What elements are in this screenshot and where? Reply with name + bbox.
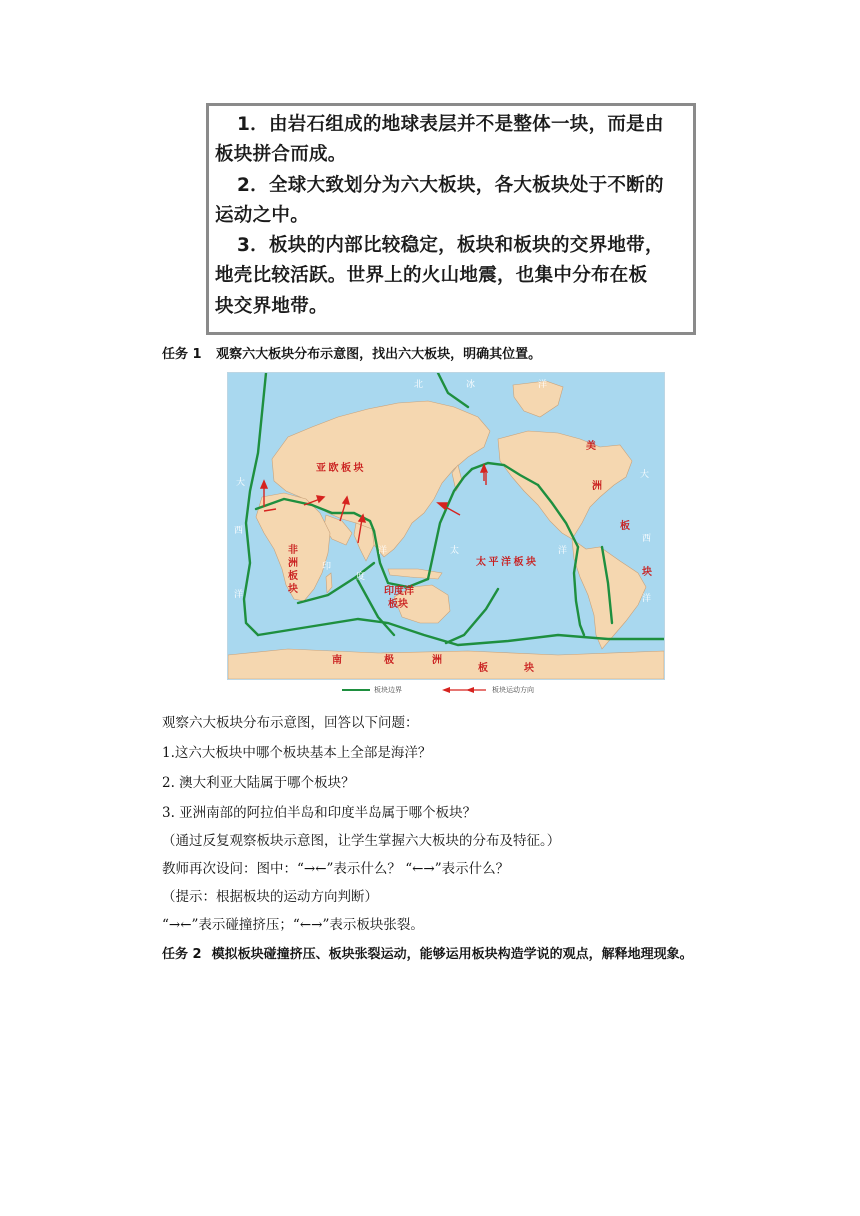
label-african-plate-1: 非 xyxy=(288,545,298,556)
label-african-plate-4: 块 xyxy=(288,584,298,595)
question-3: 3. 亚洲南部的阿拉伯半岛和印度半岛属于哪个板块？ xyxy=(162,805,477,821)
plate-map xyxy=(227,372,665,680)
land-masses xyxy=(228,381,664,679)
boundary-north-top xyxy=(438,373,468,407)
label-arctic-3: 洋 xyxy=(538,379,548,389)
land-madagascar xyxy=(326,573,332,593)
summary-p2-line2: 运动之中。 xyxy=(215,204,310,226)
label-indian-ocean-1: 印 xyxy=(322,561,332,571)
summary-box xyxy=(206,103,696,335)
label-african-plate-3: 板 xyxy=(288,571,298,582)
label-atlantic-right-2: 西 xyxy=(642,533,652,543)
label-pacific-right: 洋 xyxy=(558,545,568,555)
task2-label: 任务 2 xyxy=(162,947,202,962)
summary-p1-line2: 板块拼合而成。 xyxy=(215,144,347,166)
land-antarctica xyxy=(228,649,664,679)
label-american-plate-1: 美 xyxy=(586,441,596,452)
label-indian-plate-1: 印度洋 xyxy=(384,586,414,597)
task2-text: 模拟板块碰撞挤压、板块张裂运动，能够运用板块构造学说的观点，解释地理现象。 xyxy=(211,947,693,962)
legend-arrow-mid-icon xyxy=(466,687,474,693)
label-african-plate-2: 洲 xyxy=(288,558,298,569)
label-atlantic-right-3: 洋 xyxy=(642,593,652,603)
task1-text: 观察六大板块分布示意图，找出六大板块，明确其位置。 xyxy=(216,347,542,362)
plate-map-svg xyxy=(228,373,664,679)
teacher-hint: （提示：根据板块的运动方向判断） xyxy=(162,889,378,905)
label-antarctic-plate-5: 块 xyxy=(524,663,534,674)
legend-direction-label: 板块运动方向 xyxy=(492,686,534,694)
questions-intro: 观察六大板块分布示意图，回答以下问题： xyxy=(162,715,419,731)
label-antarctic-plate-4: 板 xyxy=(478,663,488,674)
land-india xyxy=(354,523,374,561)
summary-p3-line2: 地壳比较活跃。世界上的火山地震，也集中分布在板 xyxy=(215,265,648,287)
summary-p1-line1: 1．由岩石组成的地球表层并不是整体一块，而是由 xyxy=(237,114,664,135)
label-american-plate-4: 块 xyxy=(642,567,652,578)
label-indian-plate-2: 板块 xyxy=(388,599,408,610)
map-legend xyxy=(340,683,600,697)
label-american-plate-2: 洲 xyxy=(592,481,602,492)
label-arctic-2: 冰 xyxy=(466,379,476,389)
label-atlantic-left-2: 西 xyxy=(234,525,244,535)
summary-p3-line3: 块交界地带。 xyxy=(215,295,328,317)
legend-boundary-label: 板块边界 xyxy=(374,686,402,694)
teacher-question: 教师再次设问：图中：“→←”表示什么？ “←→”表示什么？ xyxy=(162,861,510,877)
task1-heading xyxy=(162,343,541,362)
label-atlantic-left-3: 洋 xyxy=(234,589,244,599)
label-pacific-plate: 太 平 洋 板 块 xyxy=(476,557,536,568)
label-antarctic-plate-2: 极 xyxy=(384,655,394,666)
label-antarctic-plate-1: 南 xyxy=(332,655,342,666)
label-pacific-left: 太 xyxy=(450,545,460,555)
summary-p2-line1: 2．全球大致划分为六大板块，各大板块处于不断的 xyxy=(237,174,664,196)
question-1: 1.这六大板块中哪个板块基本上全部是海洋？ xyxy=(162,745,432,761)
label-atlantic-right-1: 大 xyxy=(640,469,650,479)
task1-label: 任务 1 xyxy=(162,347,202,362)
label-indian-ocean-2: 度 xyxy=(356,571,366,581)
label-american-plate-3: 板 xyxy=(620,521,630,532)
label-arctic-1: 北 xyxy=(414,379,424,389)
task2-paragraph xyxy=(131,940,741,970)
boundary-south-pacific-ridge xyxy=(446,589,498,643)
label-antarctic-plate-3: 洲 xyxy=(432,655,442,666)
teacher-answer: “→←”表示碰撞挤压；“←→”表示板块张裂。 xyxy=(162,917,424,933)
land-indonesia xyxy=(388,569,442,579)
label-atlantic-left-1: 大 xyxy=(236,477,246,487)
label-indian-ocean-3: 洋 xyxy=(378,545,388,555)
summary-p3-line1: 3．板块的内部比较稳定，板块和板块的交界地带， xyxy=(237,235,664,257)
question-2: 2. 澳大利亚大陆属于哪个板块？ xyxy=(162,775,355,791)
label-eurasian-plate: 亚 欧 板 块 xyxy=(316,463,364,474)
question-note: （通过反复观察板块示意图，让学生掌握六大板块的分布及特征。） xyxy=(162,833,561,849)
legend-arrow-left-icon xyxy=(442,687,450,693)
